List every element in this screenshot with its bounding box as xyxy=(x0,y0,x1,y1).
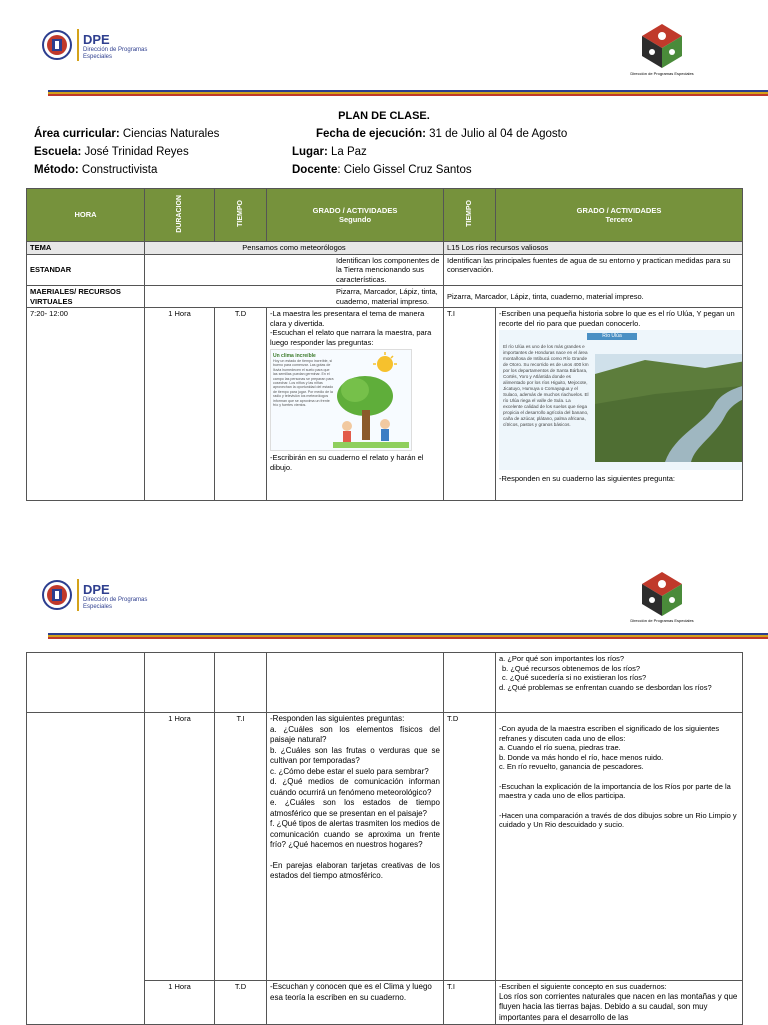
act-b2: -Responden en su cuaderno las siguientes pregunta: xyxy=(499,474,675,483)
row-hora: 7:20- 12:00 xyxy=(27,308,145,501)
escuela-value: José Trinidad Reyes xyxy=(84,146,189,158)
r2-question-a: a. ¿Cuáles son los elementos físicos del paisaje natural? xyxy=(270,724,440,744)
right-logo-caption: Dirección de Programas Especiales xyxy=(630,71,694,76)
estandar-row xyxy=(27,254,743,286)
r3-actividades-tercero xyxy=(496,981,743,1025)
header-tiempo-2: TIEMPO xyxy=(444,189,496,242)
header-tiempo: TIEMPO xyxy=(215,189,267,242)
cell-empty xyxy=(27,653,145,713)
cell-empty xyxy=(27,713,145,1025)
r2-intro: -Responden las siguientes preguntas: xyxy=(270,714,405,723)
area-curricular xyxy=(34,128,219,140)
r2-explicacion: -Escuchan la explicación de la importancia de los Ríos por parte de la maestra y cada uno de ellos participa. xyxy=(499,781,731,800)
plan-table-page2 xyxy=(26,652,743,1025)
docente-label: Docente xyxy=(292,164,338,176)
cell-empty xyxy=(444,653,496,713)
estandar-label: ESTANDAR xyxy=(27,254,145,286)
brand-title: DPE xyxy=(83,582,110,597)
plan-table-page1 xyxy=(26,188,743,501)
activity-row-1 xyxy=(27,308,743,501)
brand-title: DPE xyxy=(83,32,110,47)
r2-comparacion: -Hacen una comparación a través de dos dibujos sobre un Rio Limpio y cuidado y Un Rio descuidado y sucio. xyxy=(499,810,737,829)
fecha-value: 31 de Julio al 04 de Agosto xyxy=(429,128,568,140)
rio-title: Río Ulúa xyxy=(587,333,637,340)
page1-header xyxy=(0,0,768,90)
question-b: b. ¿Qué recursos obtenemos de los ríos? xyxy=(502,663,640,673)
question-a: a. ¿Por qué son importantes los ríos? xyxy=(499,654,625,663)
river-photo-icon xyxy=(595,354,743,462)
materiales-segundo: Pizarra, Marcador, Lápiz, tinta, cuaderno, material impreso. xyxy=(145,286,444,308)
header-grado-tercero: GRADO / ACTIVIDADES Tercero xyxy=(496,189,743,242)
act-a1: -La maestra les presentara el tema de manera clara y divertida. xyxy=(270,309,425,328)
rios-questions xyxy=(496,653,743,713)
clima-title: Un clima increíble xyxy=(273,353,316,359)
header-grado-segundo: GRADO / ACTIVIDADES Segundo xyxy=(267,189,444,242)
row-tiempo: T.D xyxy=(215,308,267,501)
brand-divider xyxy=(77,579,79,611)
materiales-tercero: Pizarra, Marcador, Lápiz, tinta, cuaderno, material impreso. xyxy=(444,286,743,308)
table-header-row xyxy=(27,189,743,242)
r3-concepto-intro: -Escriben el siguiente concepto en sus cuadernos: xyxy=(499,982,667,991)
materiales-row xyxy=(27,286,743,308)
lugar-value: La Paz xyxy=(330,146,367,158)
r3-concepto: Los ríos son corrientes naturales que nacen en las montañas y que fluyen hacia las tierras bajas. Debido a su caudal, son muy importantes para el desarrollo de las xyxy=(499,991,738,1022)
rio-ulua-clipping xyxy=(499,330,743,470)
clima-illustration xyxy=(270,349,412,451)
r3-actividades-segundo: -Escuchan y conocen que es el Clima y luego esa teoría la escriben en su cuaderno. xyxy=(267,981,444,1025)
docente xyxy=(292,164,472,176)
r2-parejas: -En parejas elaboran tarjetas creativas de los estados del tiempo atmosférico. xyxy=(270,860,440,880)
question-d: d. ¿Qué problemas se enfrentan cuando se desbordan los ríos? xyxy=(499,682,712,692)
escuela xyxy=(34,146,189,158)
header-stripe-red xyxy=(48,637,768,639)
header-stripe-red xyxy=(48,94,768,96)
metodo xyxy=(34,164,157,176)
r3-tiempo-2: T.I xyxy=(444,981,496,1025)
fecha-label: Fecha de ejecución: xyxy=(316,128,426,140)
fecha-ejecucion xyxy=(316,128,567,140)
refran-c: c. En río revuelto, ganancia de pescadores. xyxy=(499,762,644,771)
cell-empty xyxy=(267,653,444,713)
r2-question-d: d. ¿Qué medios de comunicación informan cuándo ocurrirá un fenómeno meteorológico? xyxy=(270,777,440,797)
header-hora: HORA xyxy=(27,189,145,242)
area-value: Ciencias Naturales xyxy=(122,128,220,140)
r2-duracion: 1 Hora xyxy=(145,713,215,981)
cell-empty xyxy=(215,653,267,713)
estandar-segundo: Identifican los componentes de la Tierra mencionando sus características. xyxy=(145,254,444,286)
docente-value: : Cielo Gissel Cruz Santos xyxy=(337,164,472,176)
clima-text: Hoy un estado de tiempo increíble, si bueno para comenzar. Las gotas de lluvia humedecen el suelo para que las semillas puedan germinar. En el campo las personas se preparan para cosechar. Los niños y las niñas aprovechan la oportunidad del estado de tiempo para jugar. Por medio de la radio y televisión los meteorólogos informan que se aproxima un frente frío y fuertes vientos. xyxy=(273,359,334,408)
r2-refranes-intro: -Con ayuda de la maestra escriben el significado de los siguientes refranes y discuten cada uno de ellos: xyxy=(499,724,720,743)
refran-b: b. Donde va más hondo el río, hace menos ruido. xyxy=(499,752,664,762)
dpe-cube-logo-icon xyxy=(638,570,686,618)
tema-row xyxy=(27,242,743,255)
row-actividades-segundo xyxy=(267,308,444,501)
plan-title: PLAN DE CLASE. xyxy=(338,110,430,122)
r2-actividades-segundo xyxy=(267,713,444,981)
r2-tiempo-2: T.D xyxy=(444,713,496,981)
cell-empty xyxy=(145,653,215,713)
lugar-label: Lugar: xyxy=(292,146,328,158)
escuela-label: Escuela: xyxy=(34,146,82,158)
metodo-label: Método: xyxy=(34,164,79,176)
activity-row-2 xyxy=(27,713,743,981)
continued-questions-row xyxy=(27,653,743,713)
right-logo-caption: Dirección de Programas Especiales xyxy=(630,618,694,623)
materiales-label: MAERIALES/ RECURSOS VIRTUALES xyxy=(27,286,145,308)
row-actividades-tercero xyxy=(496,308,743,501)
act-a3: -Escribirán en su cuaderno el relato y harán el dibujo. xyxy=(270,453,424,472)
seal-logo-icon xyxy=(42,580,72,610)
r2-question-f: f. ¿Qué tipos de alertas trasmiten los medios de comunicación cuando se aproxima un frente frío? ¿Qué hacemos en nuestros hogares? xyxy=(270,819,440,849)
brand-subtitle: Dirección de Programas Especiales xyxy=(83,47,148,60)
act-a2: -Escuchan el relato que narrara la maestra, para luego responder las preguntas: xyxy=(270,328,432,347)
dpe-cube-logo-icon xyxy=(638,22,686,70)
r3-tiempo: T.D xyxy=(215,981,267,1025)
page2-header xyxy=(0,550,768,640)
r2-question-c: c. ¿Cómo debe estar el suelo para sembrar? xyxy=(270,766,429,776)
tree-children-icon xyxy=(333,352,409,448)
r2-actividades-tercero xyxy=(496,713,743,981)
refran-a: a. Cuando el río suena, piedras trae. xyxy=(499,743,621,752)
act-b1: -Escriben una pequeña historia sobre lo que es el río Ulúa, Y pegan un recorte del rio para que puedan conocerlo. xyxy=(499,309,735,328)
header-duracion: DURACION xyxy=(145,189,215,242)
r2-question-e: e. ¿Cuáles son los estados de tiempo atmosférico que se presentan en el paisaje? xyxy=(270,798,440,818)
row-tiempo-2: T.I xyxy=(444,308,496,501)
brand-divider xyxy=(77,29,79,61)
r3-duracion: 1 Hora xyxy=(145,981,215,1025)
rio-text: El río Ulúa es uno de los más grandes e importantes de Honduras nace en el área montañosa de Intibucá como Río Grande de Otoro. Su recorrido es de unos 400 km por los departamentos de Santa Bárbara, Cortés, Yoro y Atlántida donde es alimentado por los ríos Higuito, Mejocote, Jicatuyo, Humuya o Comayagua y el Sulaco, además de muchos riachuelos. El río Ulúa riega el valle de Sula. La excelente calidad de los suelos que riega propicia el desarrollo agrícola del banano, caña de azúcar, plátano, palma africana, cítricos, pastos y granos básicos. xyxy=(503,344,589,427)
tema-segundo: Pensamos como meteorólogos xyxy=(145,242,444,255)
r2-tiempo: T.I xyxy=(215,713,267,981)
area-label: Área curricular: xyxy=(34,128,120,140)
estandar-tercero: Identifican las principales fuentes de agua de su entorno y practican medidas para su conservación. xyxy=(444,254,743,286)
lugar xyxy=(292,146,367,158)
r2-question-b: b. ¿Cuáles son las frutas o verduras que se cultivan por temporadas? xyxy=(270,745,440,765)
seal-logo-icon xyxy=(42,30,72,60)
tema-label: TEMA xyxy=(27,242,145,255)
question-c: c. ¿Qué sucedería si no existieran los ríos? xyxy=(502,673,647,682)
brand-subtitle: Dirección de Programas Especiales xyxy=(83,597,148,610)
metodo-value: Constructivista xyxy=(81,164,158,176)
row-duracion: 1 Hora xyxy=(145,308,215,501)
tema-tercero: L15 Los ríos recursos valiosos xyxy=(444,242,743,255)
